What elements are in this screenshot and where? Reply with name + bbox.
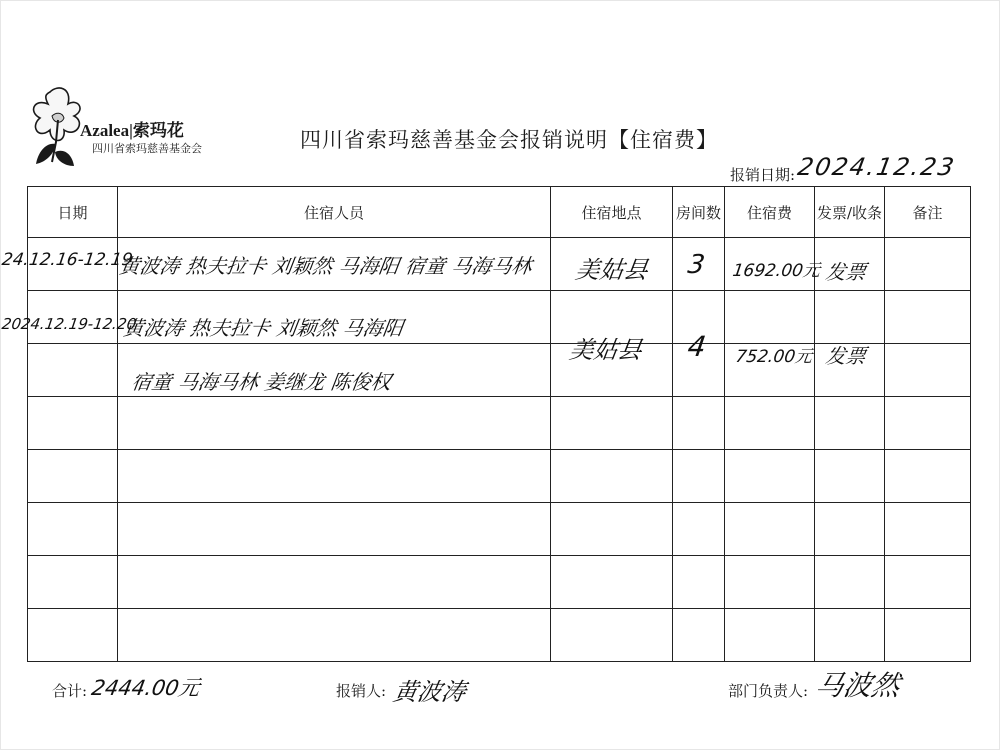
manager-signature: 马波然 bbox=[812, 669, 903, 702]
row2-people-continued: 宿童 马海马林 姜继龙 陈俊权 bbox=[130, 370, 393, 394]
row1-rooms: 3 bbox=[685, 250, 707, 280]
row2-fee: 752.00元 bbox=[734, 347, 814, 367]
header-place: 住宿地点 bbox=[551, 187, 673, 238]
row1-people: 黄波涛 热夫拉卡 刘颖然 马海阳 宿童 马海马林 bbox=[118, 254, 534, 278]
row1-receipt: 发票 bbox=[824, 260, 868, 284]
row2-place: 美姑县 bbox=[567, 336, 644, 364]
form-title: 四川省索玛慈善基金会报销说明【住宿费】 bbox=[300, 128, 718, 152]
total-value: 2444.00元 bbox=[89, 676, 202, 700]
table-row bbox=[28, 556, 971, 609]
header-receipt: 发票/收条 bbox=[815, 187, 885, 238]
header-people: 住宿人员 bbox=[118, 187, 551, 238]
header-fee: 住宿费 bbox=[725, 187, 815, 238]
row1-fee: 1692.00元 bbox=[731, 261, 822, 281]
row1-place: 美姑县 bbox=[573, 256, 650, 284]
claimant-label: 报销人: bbox=[336, 682, 387, 700]
row1-date: 24.12.16-12.19 bbox=[0, 250, 134, 270]
table-row bbox=[28, 450, 971, 503]
logo-org-name: 四川省索玛慈善基金会 bbox=[92, 142, 202, 155]
row2-people: 黄波涛 热夫拉卡 刘颖然 马海阳 bbox=[122, 316, 405, 340]
table-header-row bbox=[28, 187, 971, 238]
claimant-signature: 黄波涛 bbox=[391, 678, 469, 706]
row2-date: 2024.12.19-12.20 bbox=[0, 315, 138, 333]
table-row bbox=[28, 503, 971, 556]
report-date-label: 报销日期: bbox=[730, 166, 796, 184]
total-label: 合计: bbox=[52, 682, 88, 700]
logo-name: Azalea|索玛花 bbox=[80, 121, 184, 140]
row2-rooms: 4 bbox=[685, 330, 709, 363]
header-date: 日期 bbox=[28, 187, 118, 238]
table-row bbox=[28, 609, 971, 662]
report-date-value: 2024.12.23 bbox=[795, 153, 958, 181]
table-row bbox=[28, 397, 971, 450]
manager-label: 部门负责人: bbox=[728, 682, 809, 700]
foundation-logo bbox=[28, 82, 208, 172]
row2-receipt: 发票 bbox=[824, 344, 868, 368]
header-note: 备注 bbox=[885, 187, 971, 238]
header-rooms: 房间数 bbox=[673, 187, 725, 238]
